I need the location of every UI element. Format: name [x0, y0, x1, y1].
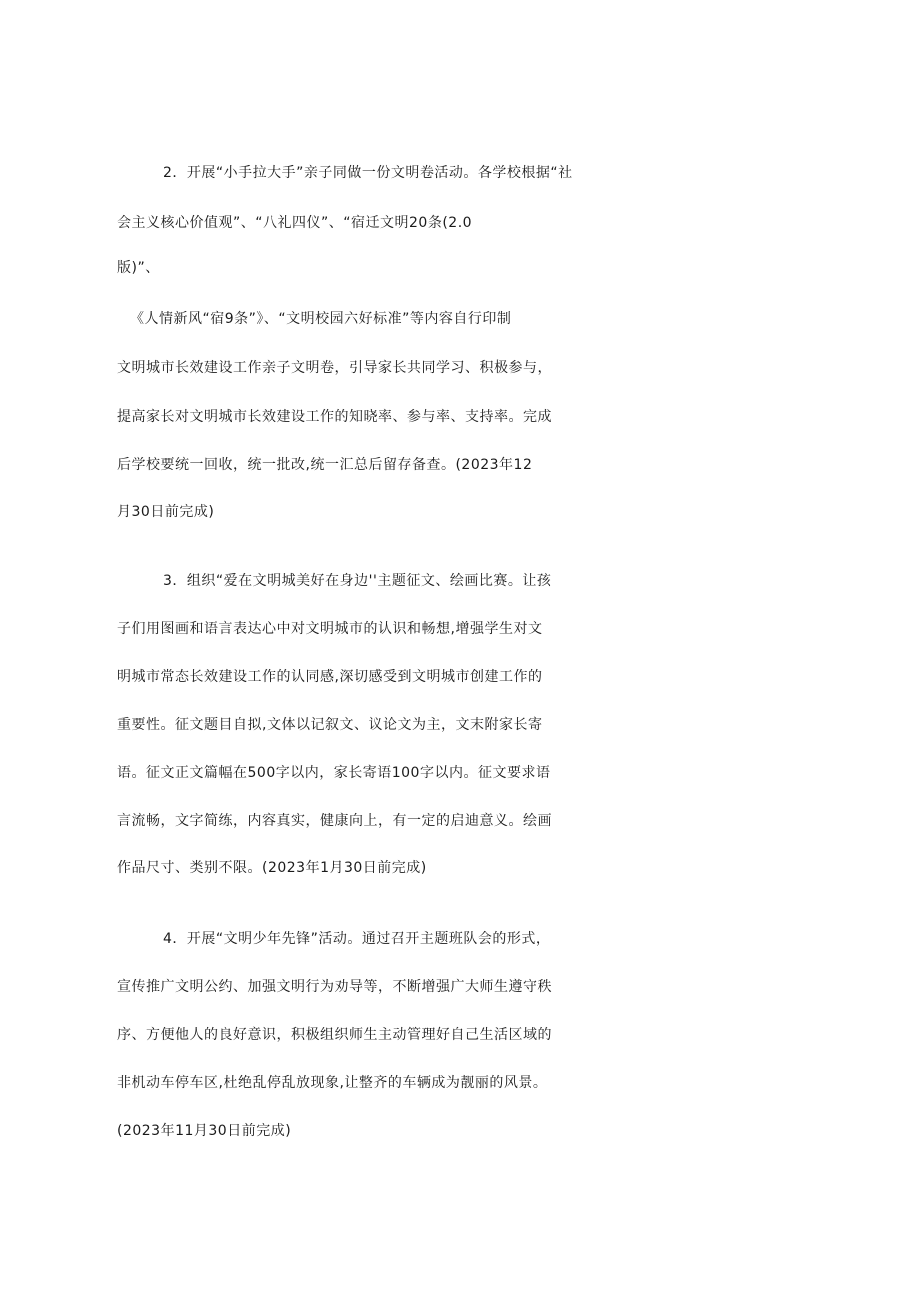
item-2-line-5: 文明城市长效建设工作亲子文明卷，引导家长共同学习、积极参与，: [117, 360, 552, 376]
item-4-line-5: (2023年11月30日前完成): [117, 1123, 292, 1139]
item-4-line-4: 非机动车停车区,杜绝乱停乱放现象,让整齐的车辆成为靓丽的风景。: [117, 1075, 548, 1091]
item-4-line-1: 4．开展“文明少年先锋”活动。通过召开主题班队会的形式，: [163, 931, 551, 947]
item-2-line-4: 《人情新风“宿9条”》、“文明校园六好标准”等内容自行印制: [130, 311, 512, 327]
item-3-line-6: 言流畅，文字简练，内容真实，健康向上，有一定的启迪意义。绘画: [117, 813, 552, 829]
item-2-line-6: 提高家长对文明城市长效建设工作的知晓率、参与率、支持率。完成: [117, 409, 552, 425]
item-4-line-2: 宣传推广文明公约、加强文明行为劝导等，不断增强广大师生遵守秩: [117, 979, 552, 995]
item-3-line-1: 3．组织“爱在文明城美好在身边''主题征文、绘画比赛。让孩: [163, 573, 552, 589]
item-3-line-7: 作品尺寸、类别不限。(2023年1月30日前完成): [117, 860, 427, 876]
item-2-line-3: 版)”、: [117, 260, 160, 276]
item-2-line-2: 会主义核心价值观”、“八礼四仪”、“宿迁文明20条(2.0: [117, 215, 473, 231]
item-2-line-8: 月30日前完成): [117, 504, 215, 520]
item-3-line-4: 重要性。征文题目自拟,文体以记叙文、议论文为主，文末附家长寄: [117, 717, 543, 733]
item-4-line-3: 序、方便他人的良好意识，积极组织师生主动管理好自己生活区域的: [117, 1027, 552, 1043]
item-3-line-5: 语。征文正文篇幅在500字以内，家长寄语100字以内。征文要求语: [117, 765, 551, 781]
item-3-line-3: 明城市常态长效建设工作的认同感,深切感受到文明城市创建工作的: [117, 669, 543, 685]
item-3-line-2: 子们用图画和语言表达心中对文明城市的认识和畅想,增强学生对文: [117, 621, 543, 637]
item-2-line-1: 2．开展“小手拉大手”亲子同做一份文明卷活动。各学校根据“社: [163, 165, 573, 181]
item-2-line-7: 后学校要统一回收，统一批改,统一汇总后留存备查。(2023年12: [117, 457, 533, 473]
